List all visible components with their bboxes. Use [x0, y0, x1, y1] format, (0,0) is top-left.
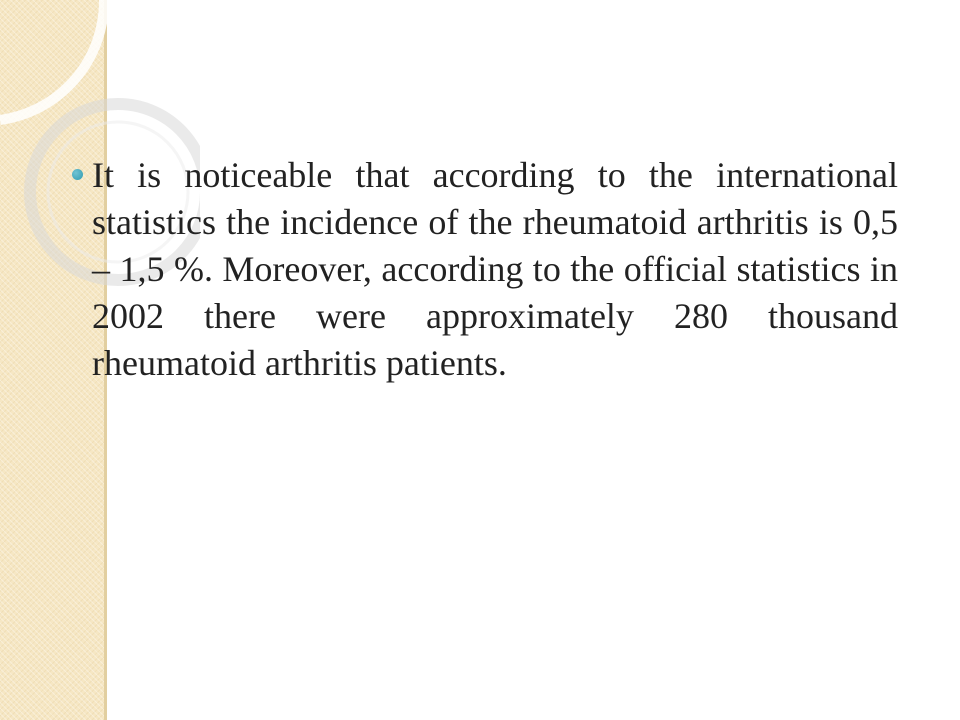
- bullet-item: [72, 152, 898, 387]
- bullet-text: It is noticeable that according to the international statistics the incidence of the rheumatoid arthritis is 0,5 – 1,5 %. Moreover, according to the official statistics in 2002 there were approximately 280 thousand rheumatoid arthritis patients.: [92, 155, 898, 383]
- bullet-dot-icon: [72, 169, 83, 180]
- slide-body: [72, 152, 898, 387]
